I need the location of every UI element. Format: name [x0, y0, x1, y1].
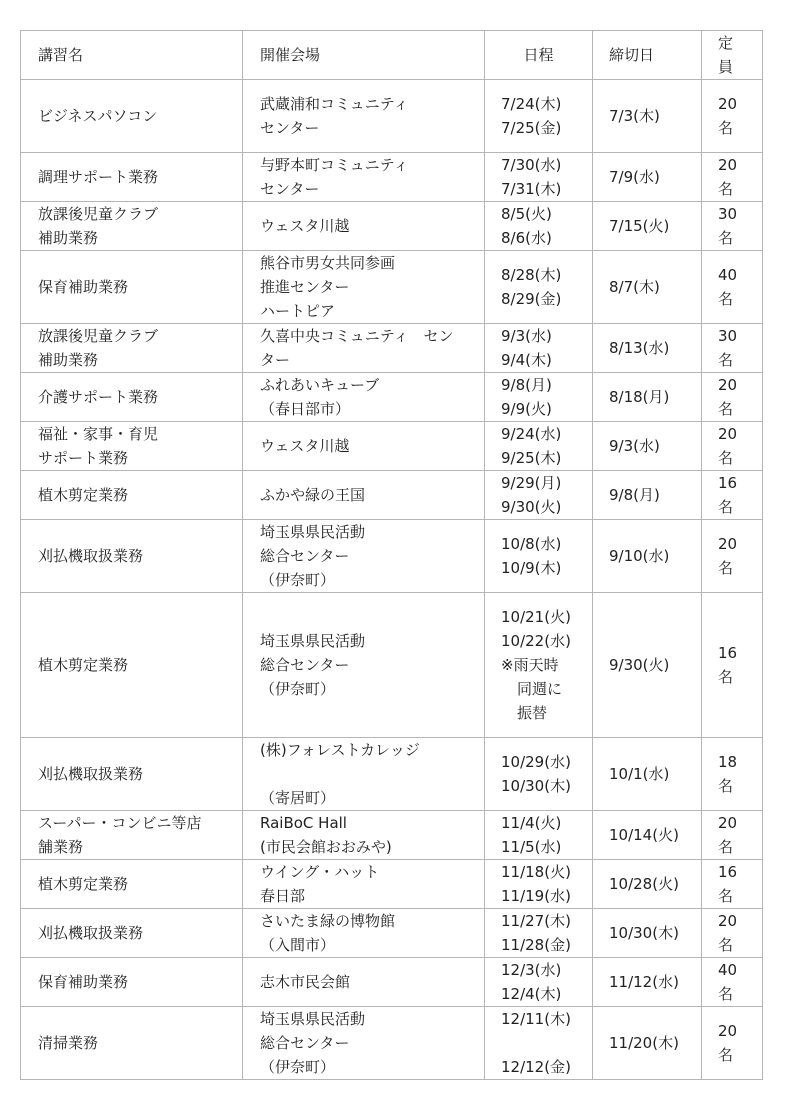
course-name-cell-line: 介護サポート業務: [38, 388, 159, 406]
venue-cell-line: センター: [260, 180, 320, 198]
venue-cell-line: （伊奈町）: [260, 1058, 336, 1076]
venue-cell-line: 武蔵浦和コミュニティ: [260, 95, 409, 113]
capacity-cell: [702, 860, 763, 909]
deadline-cell: 7/9(水): [593, 153, 702, 202]
dates-cell: [485, 471, 593, 520]
dates-cell-line: 10/9(木): [501, 559, 562, 577]
dates-cell: [485, 251, 593, 324]
dates-cell-line: 11/28(金): [501, 936, 571, 954]
capacity-unit: 名: [718, 351, 734, 369]
course-name-cell: [21, 1007, 243, 1080]
venue-cell-line: 春日部: [260, 887, 306, 905]
capacity-unit: 名: [718, 668, 734, 686]
deadline-cell: 10/28(火): [593, 860, 702, 909]
capacity-cell: [702, 909, 763, 958]
venue-cell-line: 志木市民会館: [260, 973, 351, 991]
capacity-unit: 名: [718, 838, 734, 856]
table-row: [21, 251, 763, 324]
capacity-number: 20: [718, 425, 738, 443]
course-name-cell-line: サポート業務: [38, 449, 129, 467]
dates-cell-line: 12/3(水): [501, 961, 562, 979]
capacity-unit: 名: [718, 1046, 734, 1064]
deadline-cell: 10/1(水): [593, 738, 702, 811]
capacity-unit: 名: [718, 449, 734, 467]
dates-cell: [485, 153, 593, 202]
deadline-cell: 9/10(水): [593, 520, 702, 593]
venue-cell-line: （入間市）: [260, 936, 336, 954]
dates-cell: [485, 324, 593, 373]
deadline-cell: 9/30(火): [593, 593, 702, 738]
venue-cell-line: ウイング・ハット: [260, 863, 380, 881]
dates-cell-line: 同週に: [517, 680, 563, 698]
capacity-cell: [702, 811, 763, 860]
course-name-cell: [21, 520, 243, 593]
capacity-number: 16: [718, 863, 738, 881]
dates-cell-line: 9/25(木): [501, 449, 562, 467]
venue-cell-line: ふれあいキューブ: [260, 376, 380, 394]
capacity-number: 18: [718, 753, 738, 771]
capacity-number: 16: [718, 644, 738, 662]
dates-cell: [485, 593, 593, 738]
header-venue: 開催会場: [243, 31, 485, 80]
capacity-cell: [702, 324, 763, 373]
capacity-cell: [702, 422, 763, 471]
dates-cell-line: 9/29(月): [501, 474, 562, 492]
dates-cell: [485, 202, 593, 251]
capacity-unit: 名: [718, 119, 734, 137]
table-row: [21, 860, 763, 909]
dates-cell-line: 7/25(金): [501, 119, 562, 137]
capacity-unit: 名: [718, 498, 734, 516]
dates-cell-line: 11/4(火): [501, 814, 562, 832]
venue-cell: [243, 153, 485, 202]
venue-cell-line: （伊奈町）: [260, 571, 336, 589]
venue-cell-line: ウェスタ川越: [260, 437, 350, 455]
capacity-cell: [702, 471, 763, 520]
venue-cell-line: 埼玉県県民活動: [260, 632, 366, 650]
table-row: [21, 1007, 763, 1080]
venue-cell-line: 総合センター: [260, 547, 350, 565]
table-row: [21, 811, 763, 860]
course-name-cell-line: 植木剪定業務: [38, 875, 129, 893]
table-row: [21, 80, 763, 153]
capacity-number: 20: [718, 1022, 738, 1040]
dates-cell-line: 7/30(水): [501, 156, 562, 174]
dates-cell: [485, 958, 593, 1007]
capacity-number: 16: [718, 474, 738, 492]
table-row: [21, 520, 763, 593]
dates-cell-line: 11/19(水): [501, 887, 571, 905]
dates-cell: [485, 422, 593, 471]
venue-cell-line: （春日部市）: [260, 400, 351, 418]
venue-cell-line: [260, 762, 484, 786]
header-capacity-line2: 員: [718, 58, 734, 76]
dates-cell-line: 10/8(水): [501, 535, 562, 553]
venue-cell-line: （伊奈町）: [260, 680, 336, 698]
capacity-unit: 名: [718, 180, 734, 198]
course-name-cell-line: スーパー・コンビニ等店: [38, 814, 202, 832]
capacity-cell: [702, 593, 763, 738]
dates-cell-line: 7/31(木): [501, 180, 562, 198]
course-name-cell: [21, 153, 243, 202]
dates-cell-line: 10/22(水): [501, 632, 571, 650]
deadline-cell: 7/3(木): [593, 80, 702, 153]
dates-cell-line: 9/30(火): [501, 498, 562, 516]
venue-cell-line: 埼玉県県民活動: [260, 523, 366, 541]
capacity-number: 30: [718, 205, 738, 223]
venue-cell: [243, 373, 485, 422]
capacity-cell: [702, 251, 763, 324]
dates-cell-line: 12/11(木): [501, 1010, 571, 1028]
header-capacity-line1: 定: [718, 34, 734, 52]
venue-cell-line: ふかや緑の王国: [260, 486, 366, 504]
capacity-number: 40: [718, 266, 738, 284]
dates-cell-line: 8/5(火): [501, 205, 552, 223]
dates-cell-line: 9/24(水): [501, 425, 562, 443]
capacity-unit: 名: [718, 559, 734, 577]
venue-cell: [243, 738, 485, 811]
dates-cell: [485, 1007, 593, 1080]
deadline-cell: 8/13(水): [593, 324, 702, 373]
course-name-cell-line: 保育補助業務: [38, 973, 129, 991]
venue-cell-line: 与野本町コミュニティ: [260, 156, 409, 174]
capacity-unit: 名: [718, 936, 734, 954]
capacity-unit: 名: [718, 777, 734, 795]
course-name-cell: [21, 909, 243, 958]
dates-cell: [485, 520, 593, 593]
capacity-unit: 名: [718, 400, 734, 418]
dates-cell-line: 11/5(水): [501, 838, 562, 856]
course-name-cell-line: 調理サポート業務: [38, 168, 159, 186]
dates-cell-line: 振替: [517, 704, 548, 722]
course-schedule-table: [20, 30, 763, 1080]
table-row: [21, 593, 763, 738]
course-name-cell-line: 放課後児童クラブ: [38, 327, 159, 345]
venue-cell-line: 久喜中央コミュニティ セン: [260, 327, 454, 345]
venue-cell-line: (市民会館おおみや): [260, 838, 392, 856]
table-row: [21, 958, 763, 1007]
deadline-cell: 9/3(水): [593, 422, 702, 471]
venue-cell: [243, 80, 485, 153]
course-name-cell: [21, 80, 243, 153]
dates-cell-line: 12/4(木): [501, 985, 562, 1003]
dates-cell-line: 8/28(木): [501, 266, 562, 284]
table-row: [21, 909, 763, 958]
capacity-cell: [702, 520, 763, 593]
course-name-cell-line: 清掃業務: [38, 1034, 99, 1052]
table-header-row: [21, 31, 763, 80]
header-capacity: [702, 31, 763, 80]
course-name-cell-line: 植木剪定業務: [38, 656, 129, 674]
capacity-cell: [702, 202, 763, 251]
venue-cell: [243, 324, 485, 373]
course-name-cell-line: 補助業務: [38, 229, 99, 247]
venue-cell: [243, 1007, 485, 1080]
capacity-unit: 名: [718, 887, 734, 905]
course-name-cell: [21, 202, 243, 251]
dates-cell-line: 10/29(水): [501, 753, 571, 771]
course-name-cell: [21, 811, 243, 860]
deadline-cell: 10/14(火): [593, 811, 702, 860]
capacity-cell: [702, 373, 763, 422]
course-name-cell-line: ビジネスパソコン: [38, 107, 158, 125]
dates-cell-line: 8/29(金): [501, 290, 562, 308]
table-row: [21, 153, 763, 202]
dates-cell: [485, 860, 593, 909]
venue-cell-line: ハートピア: [260, 302, 336, 320]
table-row: [21, 422, 763, 471]
course-name-cell-line: 刈払機取扱業務: [38, 924, 144, 942]
capacity-number: 20: [718, 95, 738, 113]
capacity-cell: [702, 738, 763, 811]
course-name-cell-line: 福祉・家事・育児: [38, 425, 159, 443]
course-name-cell: [21, 860, 243, 909]
dates-cell-line: 11/18(火): [501, 863, 571, 881]
venue-cell: [243, 909, 485, 958]
capacity-number: 20: [718, 156, 738, 174]
header-course-name: 講習名: [21, 31, 243, 80]
capacity-cell: [702, 1007, 763, 1080]
capacity-number: 20: [718, 376, 738, 394]
header-dates: 日程: [485, 31, 593, 80]
venue-cell-line: ウェスタ川越: [260, 217, 350, 235]
dates-cell: [485, 909, 593, 958]
dates-cell-line: 9/3(水): [501, 327, 552, 345]
course-name-cell-line: 刈払機取扱業務: [38, 547, 144, 565]
capacity-cell: [702, 153, 763, 202]
venue-cell-line: 熊谷市男女共同参画: [260, 254, 396, 272]
header-deadline: 締切日: [593, 31, 702, 80]
course-name-cell: [21, 471, 243, 520]
table-row: [21, 373, 763, 422]
venue-cell-line: センター: [260, 119, 320, 137]
course-name-cell: [21, 251, 243, 324]
venue-cell: [243, 593, 485, 738]
table-row: [21, 738, 763, 811]
course-name-cell: [21, 958, 243, 1007]
deadline-cell: 8/18(月): [593, 373, 702, 422]
venue-cell-line: 総合センター: [260, 1034, 350, 1052]
dates-cell-line: 9/8(月): [501, 376, 552, 394]
venue-cell: [243, 202, 485, 251]
capacity-number: 20: [718, 814, 738, 832]
course-name-cell: [21, 373, 243, 422]
venue-cell-line: 推進センター: [260, 278, 350, 296]
deadline-cell: 9/8(月): [593, 471, 702, 520]
dates-cell-line: 12/12(金): [501, 1058, 571, 1076]
course-name-cell: [21, 422, 243, 471]
course-name-cell: [21, 324, 243, 373]
capacity-number: 30: [718, 327, 738, 345]
capacity-unit: 名: [718, 985, 734, 1003]
dates-cell: [485, 80, 593, 153]
venue-cell: [243, 251, 485, 324]
course-name-cell-line: 舗業務: [38, 838, 84, 856]
capacity-cell: [702, 80, 763, 153]
venue-cell-line: （寄居町）: [260, 789, 336, 807]
capacity-unit: 名: [718, 229, 734, 247]
dates-cell-line: 7/24(木): [501, 95, 562, 113]
deadline-cell: 11/20(木): [593, 1007, 702, 1080]
table-row: [21, 324, 763, 373]
course-name-cell: [21, 593, 243, 738]
capacity-number: 20: [718, 535, 738, 553]
dates-cell-line: 8/6(水): [501, 229, 552, 247]
capacity-cell: [702, 958, 763, 1007]
venue-cell-line: 埼玉県県民活動: [260, 1010, 366, 1028]
dates-cell: [485, 811, 593, 860]
dates-cell-line: 9/4(木): [501, 351, 552, 369]
venue-cell-line: 総合センター: [260, 656, 350, 674]
capacity-number: 20: [718, 912, 738, 930]
dates-cell: [485, 373, 593, 422]
table-row: [21, 471, 763, 520]
venue-cell-line: RaiBoC Hall: [260, 814, 347, 832]
capacity-unit: 名: [718, 290, 734, 308]
course-name-cell-line: 保育補助業務: [38, 278, 129, 296]
deadline-cell: 10/30(木): [593, 909, 702, 958]
dates-cell-line: 9/9(火): [501, 400, 552, 418]
venue-cell: [243, 860, 485, 909]
venue-cell: [243, 471, 485, 520]
course-name-cell: [21, 738, 243, 811]
capacity-number: 40: [718, 961, 738, 979]
deadline-cell: 7/15(火): [593, 202, 702, 251]
venue-cell: [243, 958, 485, 1007]
dates-cell-line: ※雨天時: [501, 656, 559, 674]
course-name-cell-line: 放課後児童クラブ: [38, 205, 159, 223]
venue-cell-line: さいたま緑の博物館: [260, 912, 396, 930]
dates-cell: [485, 738, 593, 811]
course-name-cell-line: 刈払機取扱業務: [38, 765, 144, 783]
course-name-cell-line: 補助業務: [38, 351, 99, 369]
venue-cell: [243, 520, 485, 593]
dates-cell-line: 10/30(木): [501, 777, 571, 795]
venue-cell-line: (株)フォレストカレッジ: [260, 741, 420, 759]
dates-cell-line: 11/27(木): [501, 912, 571, 930]
venue-cell: [243, 811, 485, 860]
course-name-cell-line: 植木剪定業務: [38, 486, 129, 504]
dates-cell-line: [501, 1031, 592, 1055]
deadline-cell: 8/7(木): [593, 251, 702, 324]
dates-cell-line: 10/21(火): [501, 608, 571, 626]
venue-cell: [243, 422, 485, 471]
deadline-cell: 11/12(水): [593, 958, 702, 1007]
venue-cell-line: ター: [260, 351, 291, 369]
table-row: [21, 202, 763, 251]
